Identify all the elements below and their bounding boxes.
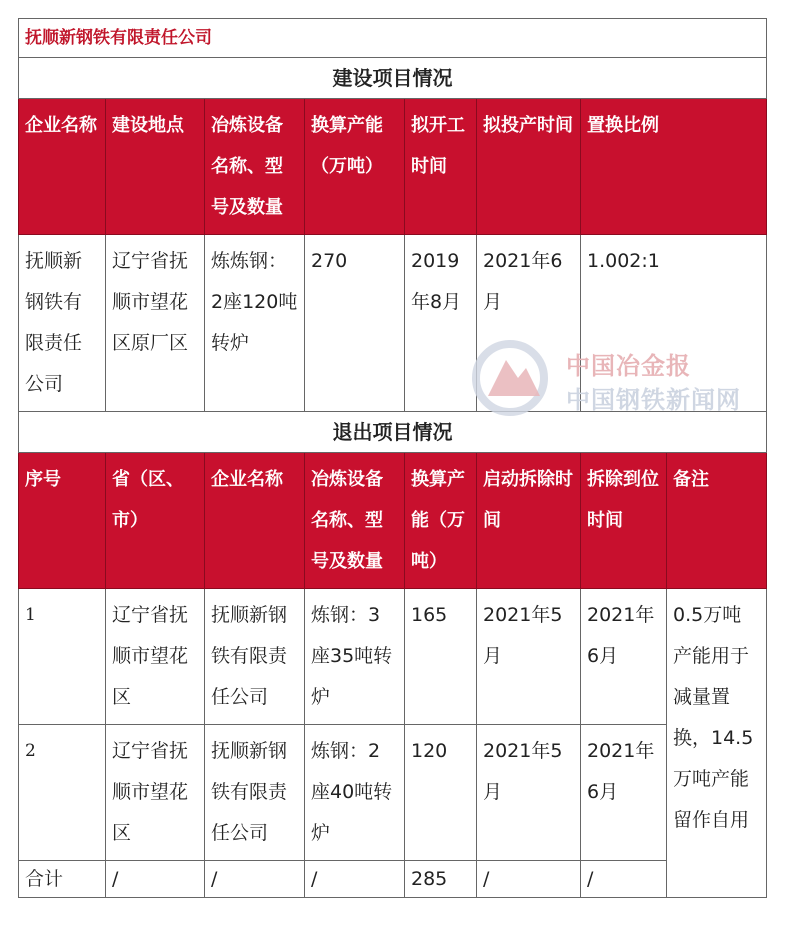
header-capacity: 换算产能（万吨） — [305, 99, 405, 235]
cell-total-label: 合计 — [19, 861, 106, 898]
exit-heading: 退出项目情况 — [19, 412, 767, 453]
cell-province: 辽宁省抚顺市望花区 — [106, 725, 205, 861]
title-row — [19, 19, 767, 58]
table-row — [19, 589, 767, 725]
watermark-text-newspaper: 中国冶金报 — [566, 352, 691, 380]
construction-heading: 建设项目情况 — [19, 58, 767, 99]
cell-demolish-start: 2021年5月 — [477, 589, 581, 725]
header-exit-equipment: 冶炼设备名称、型号及数量 — [305, 453, 405, 589]
header-production-time: 拟投产时间 — [477, 99, 581, 235]
cell-demolish-done: 2021年6月 — [581, 589, 667, 725]
cell-start-time: 2019年8月 — [405, 235, 477, 412]
header-location: 建设地点 — [106, 99, 205, 235]
header-enterprise: 企业名称 — [205, 453, 305, 589]
header-demolish-done: 拆除到位时间 — [581, 453, 667, 589]
construction-row — [19, 235, 767, 412]
cell-enterprise: 抚顺新钢铁有限责任公司 — [205, 589, 305, 725]
header-ratio: 置换比例 — [581, 99, 767, 235]
cell-ratio: 1.002:1 — [581, 235, 767, 412]
cell-total-start: / — [477, 861, 581, 898]
cell-province: 辽宁省抚顺市望花区 — [106, 589, 205, 725]
cell-serial: 2 — [19, 725, 106, 861]
cell-exit-capacity: 165 — [405, 589, 477, 725]
cell-enterprise: 抚顺新钢铁有限责任公司 — [205, 725, 305, 861]
cell-capacity: 270 — [305, 235, 405, 412]
cell-equipment: 炼炼钢：2座120吨转炉 — [205, 235, 305, 412]
capacity-replacement-table — [18, 18, 767, 898]
cell-exit-capacity: 120 — [405, 725, 477, 861]
exit-section-row — [19, 412, 767, 453]
watermark-text-site: 中国钢铁新闻网 — [566, 386, 741, 414]
cell-exit-equipment: 炼钢：3座35吨转炉 — [305, 589, 405, 725]
header-equipment: 冶炼设备名称、型号及数量 — [205, 99, 305, 235]
cell-production-time: 2021年6月 — [477, 235, 581, 412]
cell-total-enterprise: / — [205, 861, 305, 898]
cell-demolish-done: 2021年6月 — [581, 725, 667, 861]
cell-remark: 0.5万吨产能用于减量置换，14.5万吨产能留作自用 — [667, 589, 767, 898]
construction-section-row — [19, 58, 767, 99]
cell-total-done: / — [581, 861, 667, 898]
company-title: 抚顺新钢铁有限责任公司 — [19, 19, 767, 58]
cell-total-province: / — [106, 861, 205, 898]
cell-exit-equipment: 炼钢：2座40吨转炉 — [305, 725, 405, 861]
header-start-time: 拟开工时间 — [405, 99, 477, 235]
header-demolish-start: 启动拆除时间 — [477, 453, 581, 589]
header-remark: 备注 — [667, 453, 767, 589]
table-row — [19, 725, 767, 861]
cell-demolish-start: 2021年5月 — [477, 725, 581, 861]
cell-total-capacity: 285 — [405, 861, 477, 898]
cell-location: 辽宁省抚顺市望花区原厂区 — [106, 235, 205, 412]
cell-serial: 1 — [19, 589, 106, 725]
document-frame — [18, 18, 766, 898]
header-exit-capacity: 换算产能（万吨） — [405, 453, 477, 589]
construction-header-row — [19, 99, 767, 235]
header-serial: 序号 — [19, 453, 106, 589]
header-province: 省（区、市） — [106, 453, 205, 589]
exit-header-row — [19, 453, 767, 589]
cell-company: 抚顺新钢铁有限责任公司 — [19, 235, 106, 412]
total-row — [19, 861, 767, 898]
header-company-name: 企业名称 — [19, 99, 106, 235]
cell-total-equipment: / — [305, 861, 405, 898]
